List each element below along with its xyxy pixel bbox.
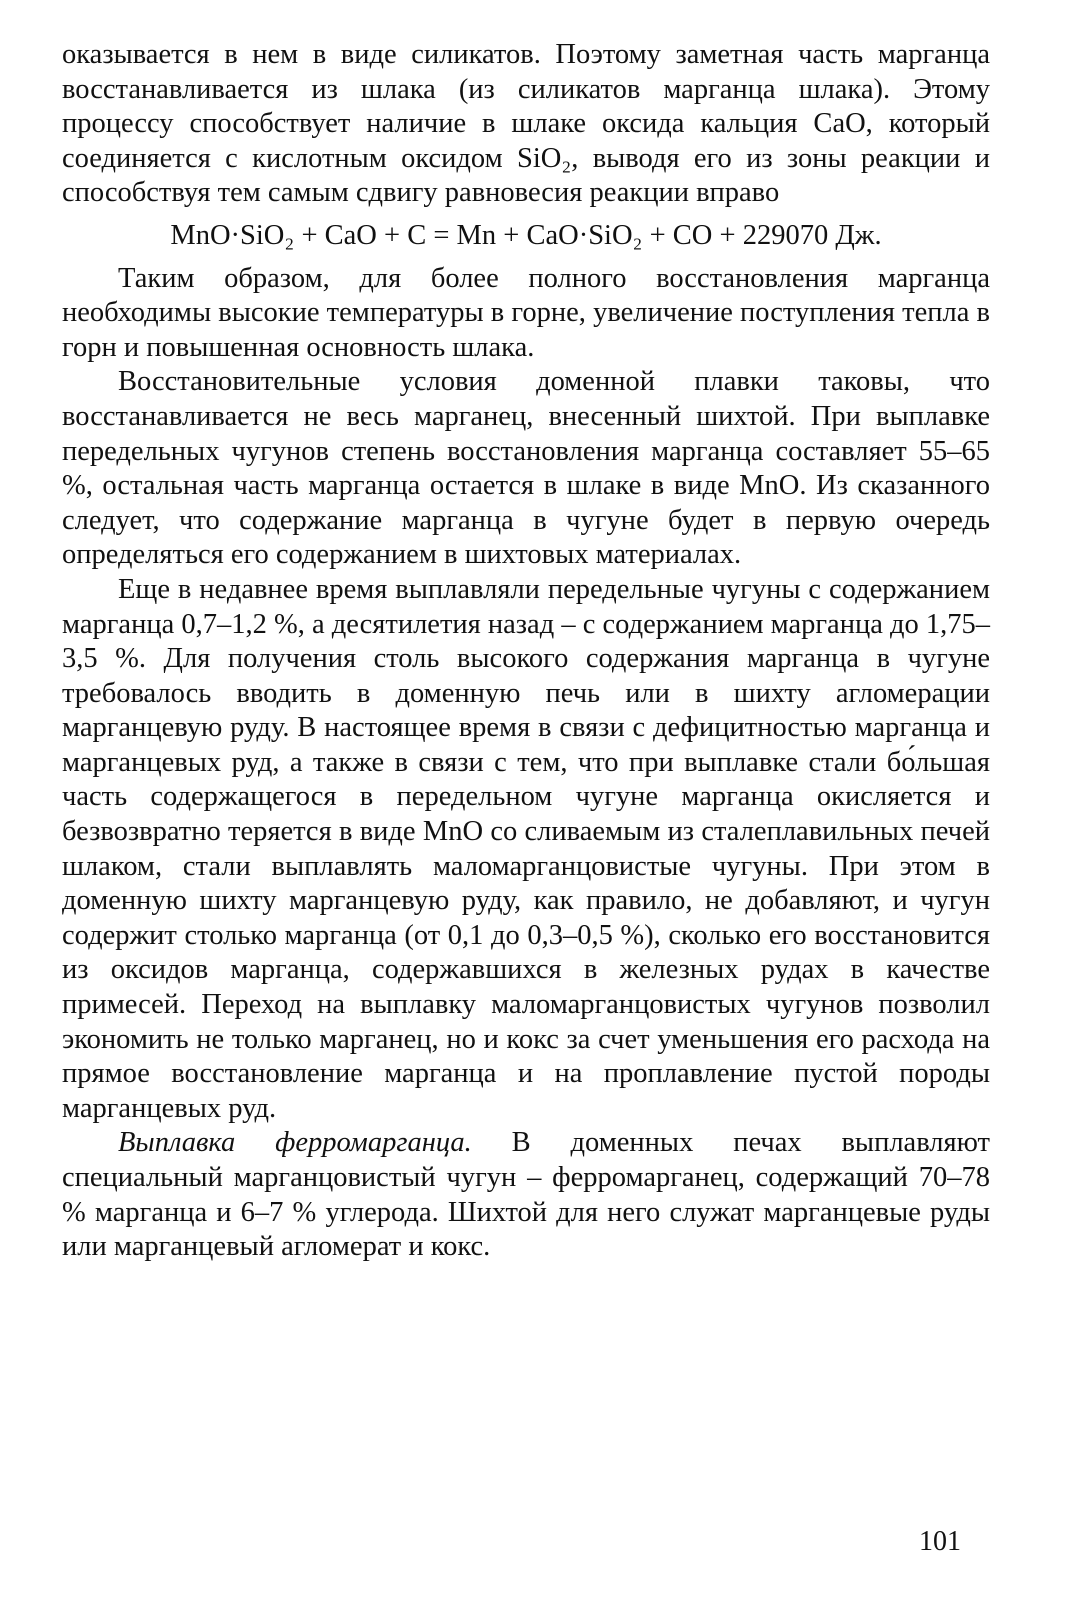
paragraph-2: Таким образом, для более полного восстановления марганца необходимы высокие температуры в горне, увеличение поступления тепла в горн и повышенная основность шлака. [62,262,990,363]
paragraph-1: оказывается в нем в виде силикатов. Поэтому заметная часть марганца восстанавливается из шлака (из силикатов марганца шлака). Этому процессу способствует наличие в шлаке оксида кальция CaO, который соединяется с кислотным оксидом SiO₂, выводя его из зоны реакции и способствуя тем самым сдвигу равновесия реакции вправо [62,39,990,209]
section-heading-ferromanganese: Выплавка ферромарганца. [118,1127,472,1159]
paragraph-4: Еще в недавнее время выплавляли передельные чугуны с содержанием марганца 0,7–1,2 %, а десятилетия назад – с содержанием марганца до 1,75–3,5 %. Для получения столь высокого содержания марганца в чугуне требовалось вводить в доменную печь или в шихту агломерации марганцевую руду. В настоящее время в связи с дефицитностью марганца и марганцевых руд, а также в связи с тем, что при выплавке стали бо́льшая часть содержащегося в передельном чугуне марганца окисляется и безвозвратно теряется в виде MnO со сливаемым из сталеплавильных печей шлаком, стали выплавлять маломарганцовистые чугуны. При этом в доменную шихту марганцевую руду, как правило, не добавляют, и чугун содержит столько марганца (от 0,1 до 0,3–0,5 %), сколько его восстановится из оксидов марганца, содержавшихся в железных рудах в качестве примесей. Переход на выплавку маломарганцовистых чугунов позволил экономить не только марганец, но и кокс за счет уменьшения его расхода на прямое восстановление марганца и на проплавление пустой породы марганцевых руд. [62,573,990,1124]
paragraph-3: Восстановительные условия доменной плавки таковы, что восстанавливается не весь марганец, внесенный шихтой. При выплавке передельных чугунов степень восстановления марганца составляет 55–65 %, остальная часть марганца остается в шлаке в виде MnO. Из сказанного следует, что содержание марганца в чугуне будет в первую очередь определяться его содержанием в шихтовых материалах. [62,366,990,571]
document-page [62,38,990,1265]
paragraph-5 [62,1126,990,1264]
page-number: 101 [919,1526,961,1557]
paragraph-5-body: В доменных печах выплавляют специальный марганцовистый чугун – ферромарганец, содержащий 70–78 % марганца и 6–7 % углерода. Шихтой для него служат марганцевые руды или марганцевый агломерат и кокс. [62,1127,990,1263]
reaction-formula: MnO·SiO₂ + CaO + C = Mn + CaO·SiO₂ + CO + 229070 Дж. [170,219,882,251]
